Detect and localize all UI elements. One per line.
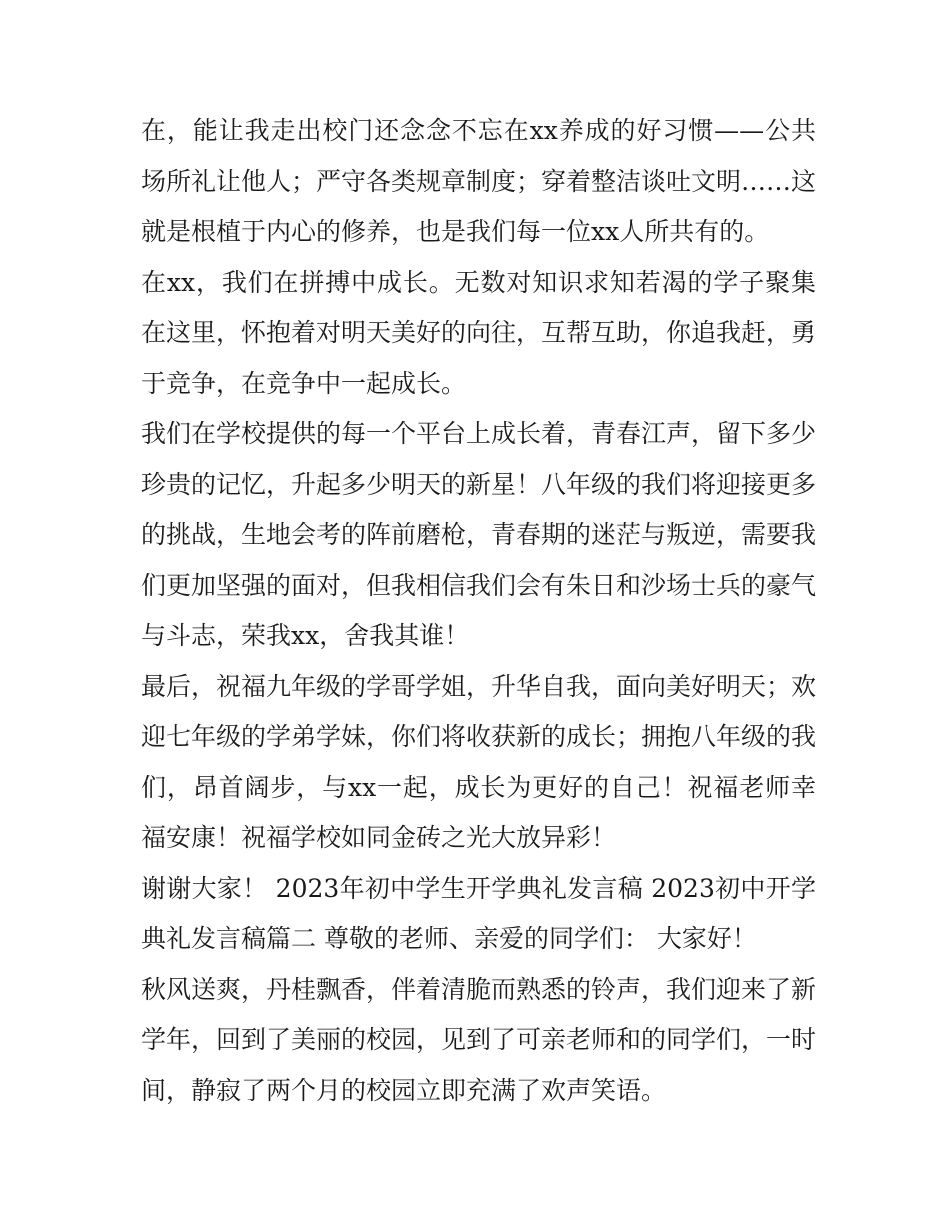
paragraph-growth: 在xx，我们在拼搏中成长。无数对知识求知若渴的学子聚集在这里，怀抱着对明天美好的向往，互帮互助，你追我赶，勇于竞争，在竞争中一起成长。: [141, 267, 817, 398]
paragraph-autumn: 秋风送爽，丹桂飘香，伴着清脆而熟悉的铃声，我们迎来了新学年，回到了美丽的校园，见到了可亲老师和的同学们，一时间，静寂了两个月的校园立即充满了欢声笑语。: [141, 974, 817, 1105]
paragraph-thanks-title: 谢谢大家！ 2023年初中学生开学典礼发言稿 2023初中开学典礼发言稿篇二 尊敬的老师、亲爱的同学们： 大家好！: [141, 873, 816, 953]
paragraph-platform: 我们在学校提供的每一个平台上成长着，青春江声，留下多少珍贵的记忆，升起多少明天的新星！八年级的我们将迎接更多的挑战，生地会考的阵前磨枪，青春期的迷茫与叛逆，需要我们更加坚强的面对，但我相信我们会有朱日和沙场士兵的豪气与斗志，荣我xx，舍我其谁！: [141, 419, 817, 650]
paragraph-habits: 在，能让我走出校门还念念不忘在xx养成的好习惯——公共场所礼让他人；严守各类规章制度；穿着整洁谈吐文明……这就是根植于内心的修养，也是我们每一位xx人所共有的。: [141, 116, 817, 246]
document-body: [141, 106, 816, 1116]
paragraph-blessings: 最后，祝福九年级的学哥学姐，升华自我，面向美好明天；欢迎七年级的学弟学妹，你们将收获新的成长；拥抱八年级的我们，昂首阔步，与xx一起，成长为更好的自己！祝福老师幸福安康！祝福学校如同金砖之光大放异彩！: [141, 671, 817, 852]
